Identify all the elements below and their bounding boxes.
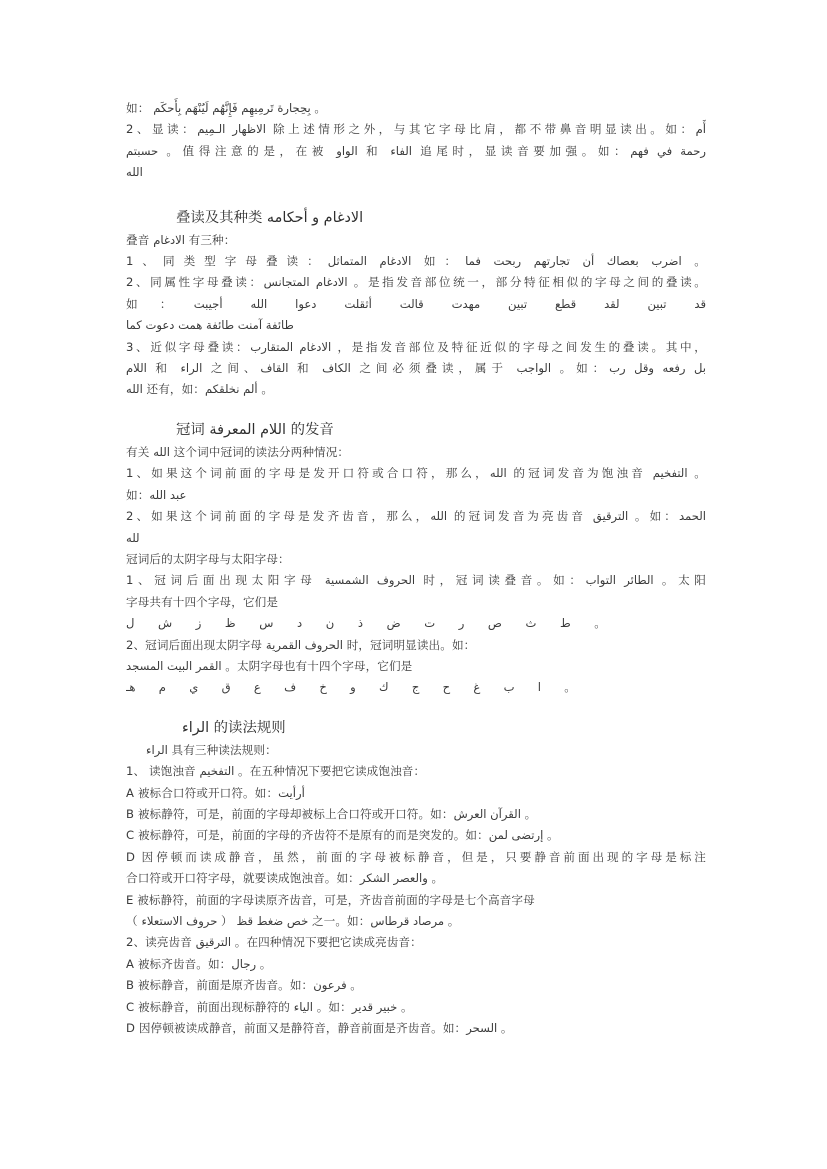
text-line: 2、同属性字母叠读：الادغام المتجانس 。是指发音部位统一，部分特征相似的字母之间的叠读。: [126, 275, 706, 290]
text-line: A 被标合口符或开口符。如：أرأيت: [126, 785, 305, 800]
text-line: 1、如果这个词前面的字母是发开口符或合口符，那么，الله 的冠词发音为饱浊音 التفخيم 。: [126, 466, 706, 481]
moon-letters-line: ا ب غ ح ج ك و خ ف ع ق ي م هـ 。: [126, 680, 576, 695]
text-line: 1、冠词后面出现太阳字母 الحروف الشمسية 时，冠词读叠音。如：الطائر التواب 。太阳: [126, 573, 706, 588]
text-line: 2、读亮齿音 الترقيق 。在四种情况下要把它读成亮齿音：: [126, 935, 422, 950]
text-line: 2、如果这个词前面的字母是发齐齿音，那么，الله 的冠词发音为亮齿音 الترقيق 。如：الحمد: [126, 509, 706, 524]
text-line: B 被标静音，前面是原齐齿音。如：فرعون 。: [126, 978, 363, 993]
text-line: 冠词后的太阴字母与太阳字母：: [126, 551, 290, 566]
section-ra: [126, 740, 706, 1040]
text-line: حسبتم 。值得注意的是，在被 الواو 和 الفاء 追尾时，显读音要加强。如：رحمة في فهم: [126, 143, 706, 158]
text-line: D 因停顿而读成静音，虽然，前面的字母被标静音，但是，只要静音前面出现的字母是标注: [126, 849, 706, 864]
text-line: 1、 读饱浊音 التفخيم 。在五种情况下要把它读成饱浊音：: [126, 764, 426, 779]
text-line: 字母共有十四个字母，它们是: [126, 594, 279, 609]
text-line: 如：قد تبين لقد قطع تبين مهدت قالت أثقلت دعوا الله أجيبت: [126, 296, 706, 311]
text-line: القمر البيت المسجد 。太阴字母也有十四个字母，它们是: [126, 658, 413, 673]
text-line: C 被标静符，可是，前面的字母的齐齿符不是原有的而是突发的。如：إرتضى لمن 。: [126, 828, 559, 843]
text-line: 3、近似字母叠读：الادغام المتقارب ，是指发音部位及特征近似的字母之间发生的叠读。其中，: [126, 339, 706, 354]
text-line: الراء 具有三种读法规则：: [146, 742, 277, 757]
document-page: [126, 98, 706, 1039]
heading-idgham: 叠读及其种类 الادغام و أحكامه: [176, 209, 364, 226]
text-line: 叠音 الادغام 有三种：: [126, 232, 236, 247]
heading-ra: الراء 的读法规则: [182, 719, 286, 736]
text-line: C 被标静音，前面出现标静符的 الياء 。如：خبير قدير 。: [126, 999, 413, 1014]
section-definite-article: [126, 442, 706, 699]
section-idgham-continuation: [126, 98, 706, 184]
text-line: A 被标齐齿音。如：رجال 。: [126, 956, 272, 971]
text-line: D 因停顿被读成静音，前面又是静符音，静音前面是齐齿音。如：السحر 。: [126, 1021, 513, 1036]
text-line: 2、冠词后面出现太阴字母 الحروف القمرية 时，冠词明显读出。如：: [126, 637, 476, 652]
text-line: 合口符或开口符字母，就要读成饱浊音。如：والعصر الشكر 。: [126, 871, 444, 886]
text-line: 2、显读：الاظهار الـمِيم 除上述情形之外，与其它字母比肩，都不带鼻音明显读出。如：أَم: [126, 122, 706, 137]
text-line: لله: [126, 530, 140, 545]
text-line: 有关 الله 这个词中冠词的读法分两种情况：: [126, 444, 350, 459]
text-line: الله 还有，如：ألم نخلقكم 。: [126, 382, 274, 397]
text-line: 1、同类型字母叠读：الادغام المتماثل 如：اضرب بعصاك أن تجارتهم ربحت فما 。: [126, 254, 706, 269]
section-idgham: [126, 230, 706, 401]
text-line: E 被标静符，前面的字母读原齐齿音，可是，齐齿音前面的字母是七个高音字母: [126, 892, 535, 907]
text-line: 如：عبد الله: [126, 487, 187, 502]
text-line: 如： بِحِجارة تَرمِيهِم فَإِنَّهُم لَيُنْهَم بِأَحكَم 。: [126, 101, 327, 115]
sun-letters-line: ط ث ص ر ت ض ذ ن د س ظ ز ش ل 。: [126, 616, 606, 631]
text-line: اللام 和 الراء 之间、القاف 和 الكاف 之间必须叠读，属于 الواجب 。如：بل رفعه وقل رب: [126, 361, 706, 376]
text-line: الله: [126, 165, 143, 180]
text-line: طائفة آمنت طائفة همت دعوت كما: [126, 318, 294, 333]
text-line: （ حروف الاستعلاء ） خص ضغط قظ 之一。如：مرصاد قرطاس 。: [126, 914, 460, 928]
heading-definite-article: 冠词 اللام المعرفة 的发音: [176, 421, 334, 438]
text-line: B 被标静符，可是，前面的字母却被标上合口符或开口符。如：القرآن العرش 。: [126, 806, 537, 821]
